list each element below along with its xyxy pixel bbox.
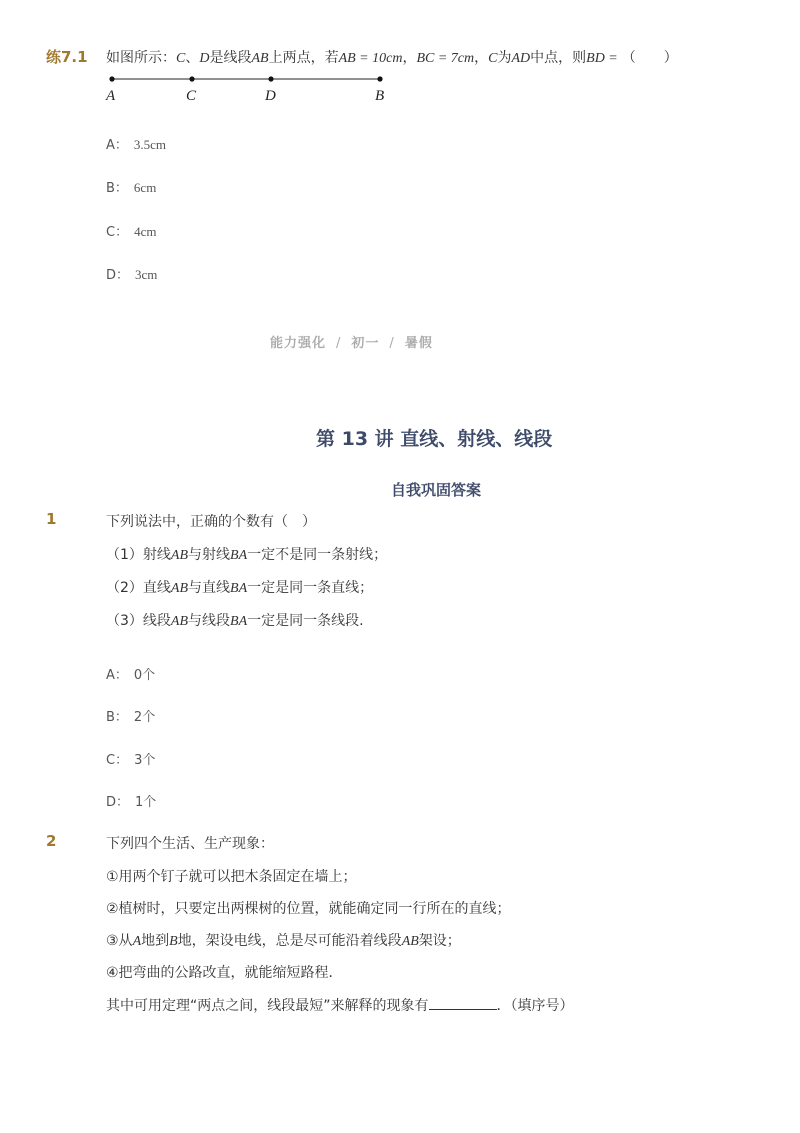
- question-1-option-b[interactable]: B： 2个: [106, 710, 156, 725]
- practice-option-a[interactable]: A： 3.5cm: [106, 137, 167, 153]
- question-1-option-a[interactable]: A： 0个: [106, 668, 156, 683]
- lesson-subtitle: 自我巩固答案: [391, 481, 482, 499]
- lesson-title: 第 13 讲 直线、射线、线段: [316, 428, 553, 450]
- point-d-dot: [268, 76, 273, 81]
- practice-option-c[interactable]: C： 4cm: [106, 224, 157, 240]
- point-label-d: D: [265, 88, 276, 104]
- question-1-statement-3: （3）线段AB与线段BA一定是同一条线段.: [106, 613, 364, 629]
- question-2-number: 2: [46, 832, 57, 850]
- question-1-statement-2: （2）直线AB与直线BA一定是同一条直线；: [106, 580, 374, 596]
- page-footer: 能力强化 / 初一 / 暑假: [270, 336, 433, 351]
- point-a-dot: [109, 76, 114, 81]
- question-2-item-1: ①用两个钉子就可以把木条固定在墙上；: [106, 869, 357, 885]
- question-1-option-d[interactable]: D： 1个: [106, 795, 157, 810]
- practice-option-b[interactable]: B： 6cm: [106, 180, 157, 196]
- question-1-number: 1: [46, 510, 57, 528]
- point-label-c: C: [186, 88, 197, 104]
- point-b-dot: [377, 76, 382, 81]
- segment-figure: [100, 68, 400, 108]
- practice-stem: 如图所示：C、D是线段AB上两点，若AB = 10cm，BC = 7cm，C为AD中点，则BD = （ ）: [106, 50, 678, 66]
- point-label-b: B: [375, 88, 385, 104]
- answer-blank[interactable]: [429, 997, 497, 1010]
- point-label-a: A: [106, 88, 116, 104]
- question-2-stem: 下列四个生活、生产现象：: [106, 836, 274, 852]
- practice-number: 练7.1: [46, 48, 88, 66]
- question-2-item-2: ②植树时，只要定出两棵树的位置，就能确定同一行所在的直线；: [106, 901, 511, 917]
- question-1-stem: 下列说法中，正确的个数有（ ）: [106, 514, 316, 530]
- question-2-item-4: ④把弯曲的公路改直，就能缩短路程．: [106, 965, 343, 981]
- question-2-item-3: ③从A地到B地，架设电线，总是尽可能沿着线段AB架设；: [106, 933, 461, 949]
- segment-diagram: [100, 68, 400, 108]
- practice-option-d[interactable]: D： 3cm: [106, 267, 158, 283]
- point-c-dot: [189, 76, 194, 81]
- question-2-ask: 其中可用定理“两点之间，线段最短”来解释的现象有 ．（填序号）: [106, 998, 574, 1014]
- question-1-option-c[interactable]: C： 3个: [106, 753, 156, 768]
- question-1-statement-1: （1）射线AB与射线BA一定不是同一条射线；: [106, 547, 388, 563]
